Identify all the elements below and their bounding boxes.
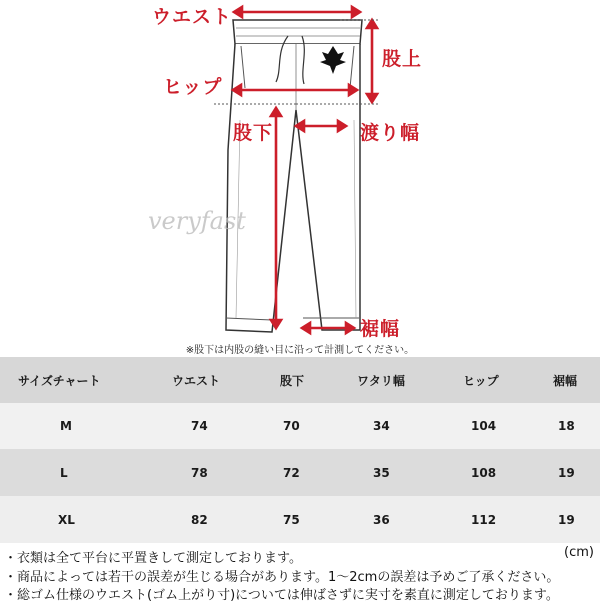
waist-cell: 74 [191,419,208,433]
header-inseam: 股下 [280,373,305,388]
size-cell: M [60,419,72,433]
footnote-1: ・衣類は全て平台に平置きして測定しております。 [4,551,302,566]
hem-cell: 19 [558,512,575,527]
header-hip: ヒップ [463,373,499,388]
size-cell: L [60,465,68,480]
rise-label: 股上 [382,48,423,70]
footnote-2: ・商品によっては若干の誤差が生じる場合があります。1～2cmの誤差は予めご了承ください。 [4,570,560,585]
hip-cell: 112 [471,512,497,527]
inseam-cell: 70 [283,419,300,433]
hem-cell: 19 [558,465,575,480]
size-cell: XL [58,512,75,527]
thigh-cell: 36 [373,512,390,527]
hip-label: ヒップ [163,76,223,98]
unit-label: (cm) [564,545,594,560]
header-hem: 裾幅 [553,373,578,388]
footnote-3: ・総ゴム仕様のウエスト(ゴム上がり寸)については伸ばさずに実寸を素直に測定しております。 [4,588,559,603]
hem-label: 裾幅 [360,318,401,340]
table-row [0,449,600,496]
hem-cell: 18 [558,419,575,433]
header-size-chart: サイズチャート [18,373,101,388]
size-table [0,357,600,543]
table-row [0,496,600,543]
waist-label: ウエスト [152,6,233,28]
watermark: veryfast [148,207,246,235]
header-thigh: ワタリ幅 [357,373,405,388]
inseam-note: ※股下は内股の縫い目に沿って計測してください。 [185,345,415,356]
thigh-cell: 35 [373,465,390,480]
header-waist: ウエスト [172,373,221,388]
thigh-label: 渡り幅 [360,122,421,144]
inseam-cell: 75 [283,512,300,527]
hip-cell: 104 [471,419,497,433]
table-row [0,403,600,449]
thigh-cell: 34 [373,419,390,433]
waist-cell: 78 [191,465,208,480]
waist-cell: 82 [191,512,208,527]
hip-cell: 108 [471,465,497,480]
inseam-cell: 72 [283,465,300,480]
table-header-row [0,357,600,403]
inseam-label: 股下 [233,122,274,144]
